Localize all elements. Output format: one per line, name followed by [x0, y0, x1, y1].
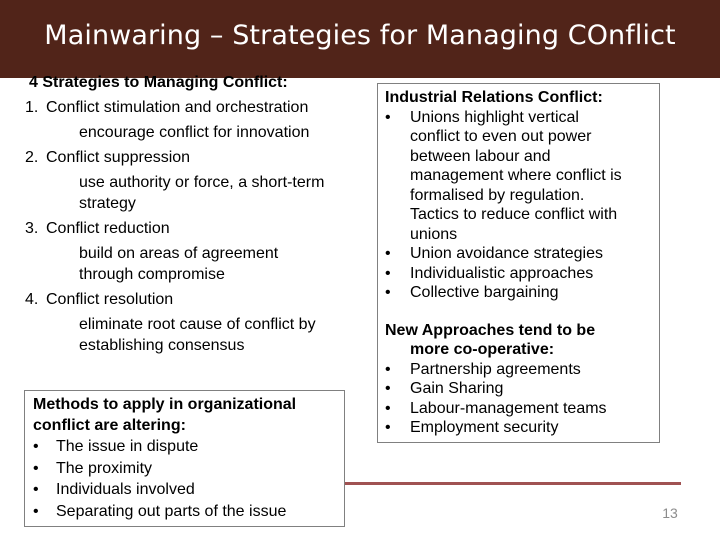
- strategy-number: 2.: [25, 149, 39, 166]
- bullet-icon: •: [385, 360, 391, 378]
- spacer: [385, 303, 653, 321]
- methods-bullet-text: The issue in dispute: [56, 438, 199, 455]
- strategies-section: [24, 73, 369, 359]
- accent-divider: [345, 482, 681, 485]
- new-approach-text: Labour-management teams: [410, 399, 607, 417]
- ir-bullet: [385, 108, 653, 245]
- methods-bullet: [33, 501, 344, 523]
- strategy-description-line: strategy: [79, 195, 136, 212]
- new-approach-text: Gain Sharing: [410, 380, 504, 397]
- methods-heading: Methods to apply in organizational: [33, 396, 297, 413]
- strategy-description: [24, 122, 369, 143]
- slide-title: Mainwaring – Strategies for Managing COnflict: [44, 20, 676, 51]
- bullet-icon: •: [33, 459, 39, 477]
- methods-bullet: [33, 458, 344, 480]
- ir-bullet: [385, 283, 653, 303]
- strategy-name: Conflict stimulation and orchestration: [46, 99, 309, 116]
- methods-bullet-text: The proximity: [56, 459, 153, 477]
- strategy-description: [24, 172, 369, 214]
- bullet-icon: •: [385, 264, 391, 282]
- bullet-icon: •: [33, 502, 39, 520]
- bullet-icon: •: [385, 108, 391, 126]
- page-number: 13: [662, 505, 678, 521]
- methods-heading-line: conflict are altering:: [33, 417, 186, 434]
- ir-bullet-text: [410, 108, 653, 245]
- new-approach-text: Partnership agreements: [410, 360, 581, 378]
- new-approach-bullet: [385, 418, 653, 438]
- strategy-description: [24, 314, 369, 356]
- bullet-icon: •: [385, 245, 391, 262]
- ir-bullet-line: Tactics to reduce conflict with: [410, 206, 618, 223]
- strategy-item: [24, 289, 369, 310]
- strategy-description-line: encourage conflict for innovation: [79, 124, 310, 141]
- strategy-item: [24, 97, 369, 118]
- strategy-number: 3.: [25, 220, 39, 237]
- bullet-icon: •: [33, 438, 39, 455]
- industrial-relations-box: [377, 83, 660, 443]
- bullet-icon: •: [33, 481, 39, 498]
- bullet-icon: •: [385, 380, 391, 397]
- strategy-description-line: use authority or force, a short-term: [79, 174, 325, 191]
- ir-bullet: [385, 244, 653, 264]
- new-approaches-heading: New Approaches tend to be: [385, 321, 596, 339]
- ir-bullet-line: unions: [410, 225, 458, 243]
- ir-bullet: [385, 264, 653, 284]
- new-approach-bullet: [385, 360, 653, 380]
- methods-box: [24, 390, 345, 527]
- ir-bullet-line: Unions highlight vertical: [410, 108, 579, 126]
- strategy-number: 1.: [25, 99, 39, 116]
- strategy-item: [24, 218, 369, 239]
- new-approach-bullet: [385, 399, 653, 419]
- strategy-item: [24, 147, 369, 168]
- new-approach-bullet: [385, 379, 653, 399]
- methods-bullet-text: Individuals involved: [56, 481, 195, 498]
- bullet-icon: •: [385, 399, 391, 417]
- new-approaches-heading-line: more co-operative:: [410, 341, 555, 358]
- strategy-name: Conflict resolution: [46, 291, 174, 308]
- methods-bullet: [33, 436, 344, 458]
- ir-bullet-line: formalised by regulation.: [410, 186, 585, 204]
- ir-bullet-text: Individualistic approaches: [410, 264, 594, 282]
- strategy-description: [24, 243, 369, 285]
- methods-bullet: [33, 479, 344, 501]
- strategy-description-line: establishing consensus: [79, 337, 245, 354]
- strategy-number: 4.: [25, 291, 39, 308]
- ir-heading: Industrial Relations Conflict:: [385, 89, 603, 106]
- strategies-heading: 4 Strategies to Managing Conflict:: [29, 74, 288, 91]
- strategy-description-line: through compromise: [79, 266, 225, 283]
- bullet-icon: •: [385, 419, 391, 436]
- strategy-name: Conflict reduction: [46, 220, 170, 237]
- new-approach-text: Employment security: [410, 419, 559, 436]
- ir-bullet-line: conflict to even out power: [410, 128, 592, 145]
- ir-bullet-text: Union avoidance strategies: [410, 245, 604, 262]
- ir-bullet-line: management where conflict is: [410, 167, 622, 184]
- strategy-name: Conflict suppression: [46, 149, 191, 166]
- strategy-description-line: eliminate root cause of conflict by: [79, 316, 316, 333]
- ir-bullet-line: between labour and: [410, 147, 551, 165]
- bullet-icon: •: [385, 284, 391, 301]
- ir-bullet-text: Collective bargaining: [410, 284, 559, 301]
- methods-bullet-text: Separating out parts of the issue: [56, 502, 287, 520]
- title-bar: [0, 0, 720, 78]
- strategy-description-line: build on areas of agreement: [79, 245, 279, 262]
